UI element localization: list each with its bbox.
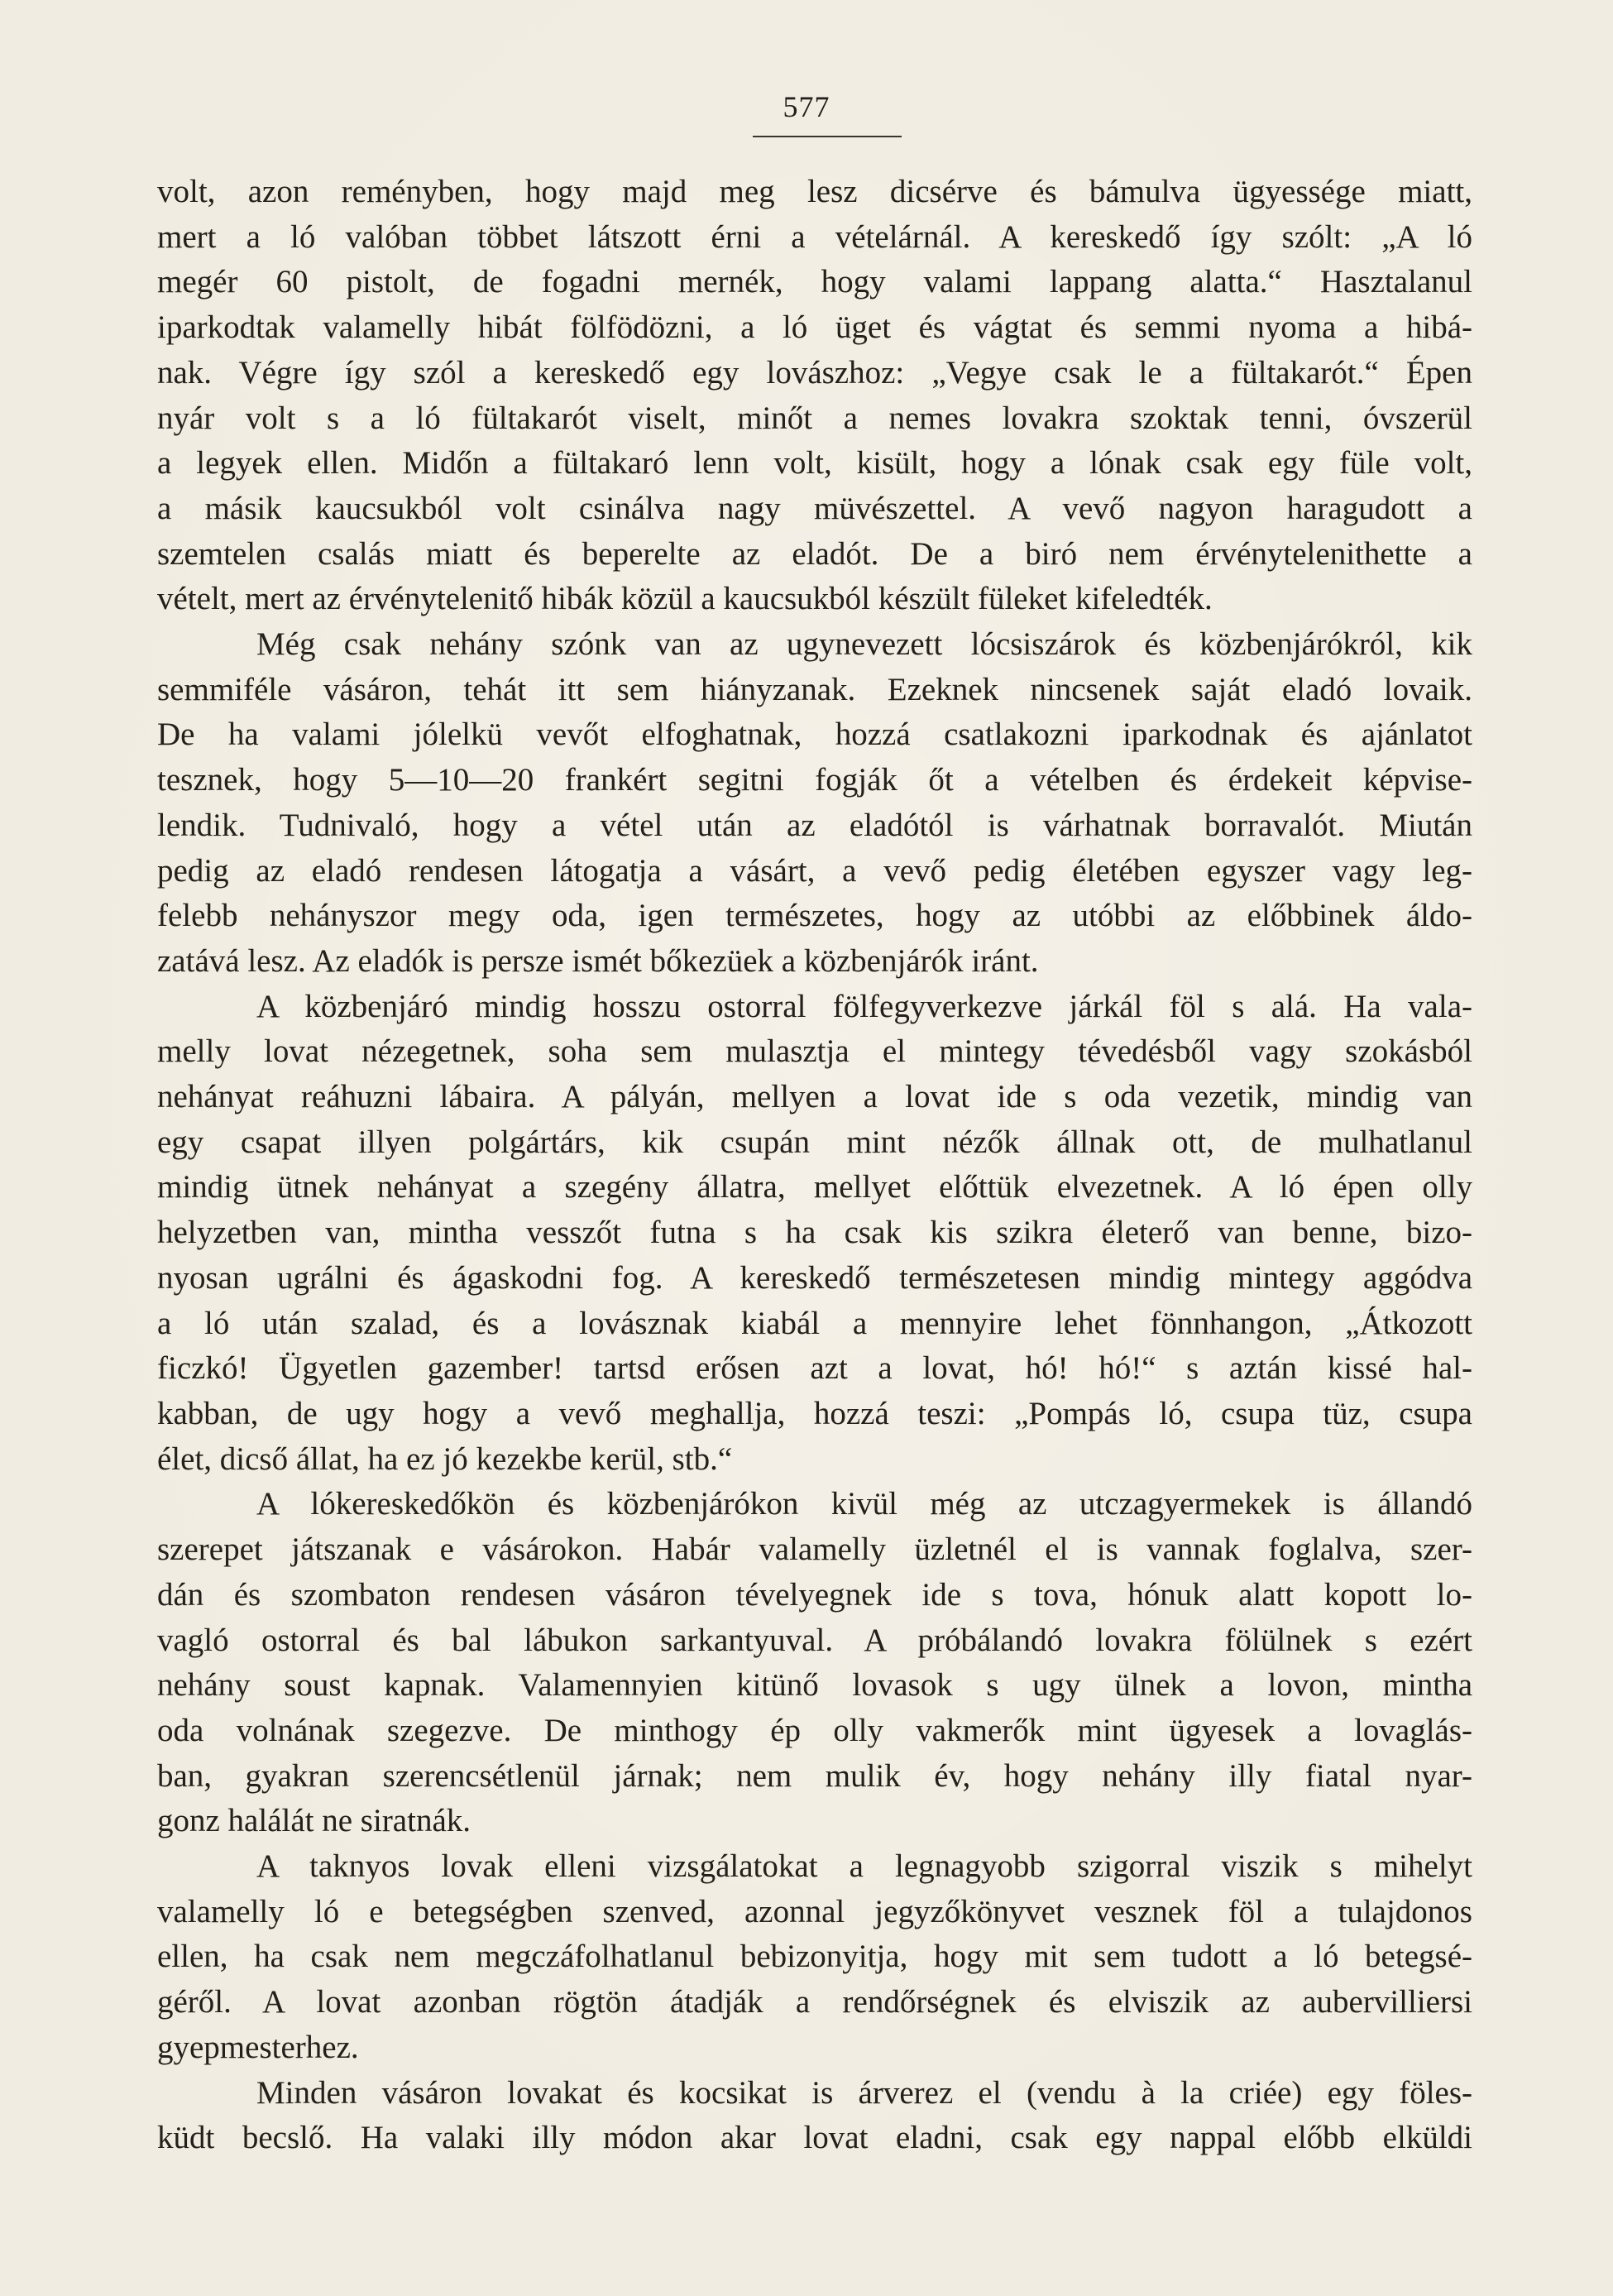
text-line: egy csapat illyen polgártárs, kik csupán mint nézők állnak ott, de mulhatlanul (157, 1124, 1472, 1160)
paragraph (157, 1844, 1472, 2071)
text-line: felebb nehányszor megy oda, igen természetes, hogy az utóbbi az előbbinek áldo- (157, 898, 1472, 934)
text-line: oda volnának szegezve. De minthogy ép olly vakmerők mint ügyesek a lovaglás- (157, 1712, 1472, 1748)
text-line: nehány soust kapnak. Valamennyien kitünő lovasok s ugy ülnek a lovon, mintha (157, 1667, 1472, 1704)
text-line: vagló ostorral és bal lábukon sarkantyuval. A próbálandó lovakra fölülnek s ezért (157, 1622, 1472, 1658)
text-line: zatává lesz. Az eladók is persze ismét bőkezüek a közbenjárók iránt. (157, 942, 1039, 979)
page-number: 577 (783, 90, 830, 123)
paragraph (157, 2071, 1472, 2161)
text-line: volt, azon reményben, hogy majd meg lesz dicsérve és bámulva ügyessége miatt, (157, 174, 1472, 209)
text-line: küdt becslő. Ha valaki illy módon akar lovat eladni, csak egy nappal előbb elküldi (157, 2120, 1472, 2156)
body-text (157, 170, 1472, 2161)
text-line: élet, dicső állat, ha ez jó kezekbe kerül, stb.“ (157, 1440, 733, 1477)
text-line: lendik. Tudnivaló, hogy a vétel után az eladótól is várhatnak borravalót. Miután (157, 807, 1472, 843)
text-line: kabban, de ugy hogy a vevő meghallja, hozzá teszi: „Pompás ló, csupa tüz, csupa (157, 1395, 1472, 1431)
text-line: De ha valami jólelkü vevőt elfoghatnak, hozzá csatlakozni iparkodnak és ajánlatot (157, 717, 1472, 753)
text-line: szemtelen csalás miatt és beperelte az eladót. De a biró nem érvénytelenithette a (157, 535, 1472, 572)
text-line: szerepet játszanak e vásárokon. Habár valamelly üzletnél el is vannak foglalva, szer- (157, 1531, 1472, 1568)
paragraph (157, 985, 1472, 1483)
text-line: A lókereskedőkön és közbenjárókon kivül még az utczagyermekek is állandó (256, 1486, 1472, 1522)
text-line: tesznek, hogy 5—10—20 frankért segitni fogják őt a vételben és érdekeit képvise- (157, 762, 1472, 798)
text-line: mert a ló valóban többet látszott érni a vételárnál. A kereskedő így szólt: „A ló (157, 218, 1472, 255)
text-line: helyzetben van, mintha vesszőt futna s ha csak kis szikra életerő van benne, bizo- (157, 1215, 1472, 1251)
text-line: nyár volt s a ló fültakarót viselt, minőt a nemes lovakra szoktak tenni, óvszerül (157, 400, 1472, 436)
text-line: géről. A lovat azonban rögtön átadják a rendőrségnek és elviszik az aubervilliersi (157, 1984, 1472, 2020)
text-line: a legyek ellen. Midőn a fültakaró lenn volt, kisült, hogy a lónak csak egy füle volt, (157, 445, 1472, 482)
text-line: ellen, ha csak nem megczáfolhatlanul bebizonyitja, hogy mit sem tudott a ló betegsé- (157, 1939, 1472, 1975)
text-line: iparkodtak valamelly hibát fölfödözni, a ló üget és vágtat és semmi nyoma a hibá- (157, 309, 1472, 346)
text-line: vételt, mert az érvénytelenitő hibák közül a kaucsukból készült füleket kifeledték. (157, 581, 1213, 617)
text-line: gonz halálát ne siratnák. (157, 1803, 471, 1839)
text-line: melly lovat nézegetnek, soha sem mulasztja el mintegy tévedésből vagy szokásból (157, 1033, 1472, 1070)
text-line: ban, gyakran szerencsétlenül járnak; nem mulik év, hogy nehány illy fiatal nyar- (157, 1757, 1472, 1794)
text-line: semmiféle vásáron, tehát itt sem hiányzanak. Ezeknek nincsenek saját eladó lovaik. (157, 671, 1472, 707)
text-line: a ló után szalad, és a lovásznak kiabál a mennyire lehet fönnhangon, „Átkozott (157, 1305, 1472, 1341)
text-line: gyepmesterhez. (157, 2029, 359, 2065)
text-line: dán és szombaton rendesen vásáron tévelyegnek ide s tova, hónuk alatt kopott lo- (157, 1576, 1472, 1613)
paragraph (157, 1482, 1472, 1844)
paragraph (157, 622, 1472, 985)
text-line: nak. Végre így szól a kereskedő egy lovászhoz: „Vegye csak le a fültakarót.“ Épen (157, 354, 1472, 391)
text-line: nyosan ugrálni és ágaskodni fog. A kereskedő természetesen mindig mintegy aggódva (157, 1259, 1472, 1296)
text-line: megér 60 pistolt, de fogadni mernék, hogy valami lappang alatta.“ Hasztalanul (157, 264, 1472, 300)
paragraph (157, 170, 1472, 622)
text-line: Minden vásáron lovakat és kocsikat is árverez el (vendu à la criée) egy föles- (256, 2074, 1472, 2111)
text-line: valamelly ló e betegségben szenved, azonnal jegyzőkönyvet vesznek föl a tulajdonos (157, 1893, 1472, 1929)
text-line: a másik kaucsukból volt csinálva nagy müvészettel. A vevő nagyon haragudott a (157, 490, 1472, 526)
text-line: mindig ütnek nehányat a szegény állatra, mellyet előttük elvezetnek. A ló épen olly (157, 1169, 1472, 1206)
text-line: A közbenjáró mindig hosszu ostorral fölfegyverkezve járkál föl s alá. Ha vala- (256, 988, 1472, 1024)
page-number-rule (753, 136, 902, 137)
text-line: pedig az eladó rendesen látogatja a vásárt, a vevő pedig életében egyszer vagy leg- (157, 852, 1472, 889)
text-line: A taknyos lovak elleni vizsgálatokat a legnagyobb szigorral viszik s mihelyt (256, 1848, 1472, 1885)
text-line: Még csak nehány szónk van az ugynevezett lócsiszárok és közbenjárókról, kik (256, 626, 1472, 663)
text-line: ficzkó! Ügyetlen gazember! tartsd erősen azt a lovat, hó! hó!“ s aztán kissé hal- (157, 1350, 1472, 1387)
text-line: nehányat reáhuzni lábaira. A pályán, mellyen a lovat ide s oda vezetik, mindig van (157, 1079, 1472, 1115)
